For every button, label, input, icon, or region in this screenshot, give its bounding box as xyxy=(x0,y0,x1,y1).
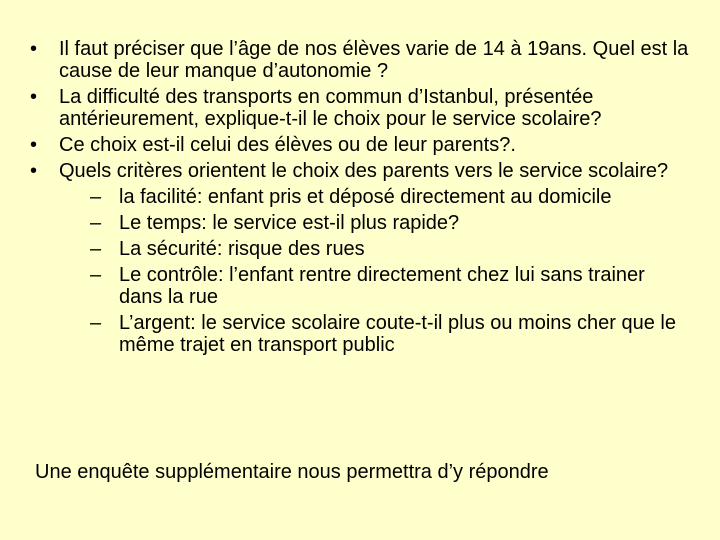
sub-bullet-text: la facilité: enfant pris et déposé directement au domicile xyxy=(119,186,612,208)
bullet-marker: • xyxy=(30,86,38,108)
sub-bullet-item xyxy=(59,212,690,234)
sub-bullet-text: Le temps: le service est-il plus rapide? xyxy=(119,212,460,234)
bullet-list xyxy=(30,38,690,360)
sub-bullet-item xyxy=(59,238,690,260)
bullet-marker: • xyxy=(30,160,38,182)
dash-marker: – xyxy=(90,312,102,334)
sub-bullet-text: Le contrôle: l’enfant rentre directement chez lui sans trainer dans la rue xyxy=(119,264,645,308)
sub-bullet-list xyxy=(59,186,690,356)
conclusion-text: Une enquête supplémentaire nous permettra d’y répondre xyxy=(35,461,549,483)
bullet-text: Il faut préciser que l’âge de nos élèves varie de 14 à 19ans. Quel est la cause de leur manque d’autonomie ? xyxy=(59,38,689,82)
sub-bullet-item xyxy=(59,264,690,308)
dash-marker: – xyxy=(90,186,102,208)
sub-bullet-text: La sécurité: risque des rues xyxy=(119,238,365,260)
dash-marker: – xyxy=(90,264,102,286)
bullet-text: La difficulté des transports en commun d’Istanbul, présentée antérieurement, explique-t-il le choix pour le service scolaire? xyxy=(59,86,602,130)
bullet-text: Quels critères orientent le choix des parents vers le service scolaire? xyxy=(59,160,669,182)
dash-marker: – xyxy=(90,238,102,260)
bullet-item xyxy=(30,38,690,82)
bullet-text: Ce choix est-il celui des élèves ou de leur parents?. xyxy=(59,134,516,156)
sub-bullet-text: L’argent: le service scolaire coute-t-il plus ou moins cher que le même trajet en transport public xyxy=(119,312,676,356)
bullet-item xyxy=(30,160,690,356)
dash-marker: – xyxy=(90,212,102,234)
sub-bullet-item xyxy=(59,186,690,208)
bullet-marker: • xyxy=(30,134,38,156)
sub-bullet-item xyxy=(59,312,690,356)
bullet-marker: • xyxy=(30,38,38,60)
bullet-item xyxy=(30,86,690,130)
bullet-item xyxy=(30,134,690,156)
